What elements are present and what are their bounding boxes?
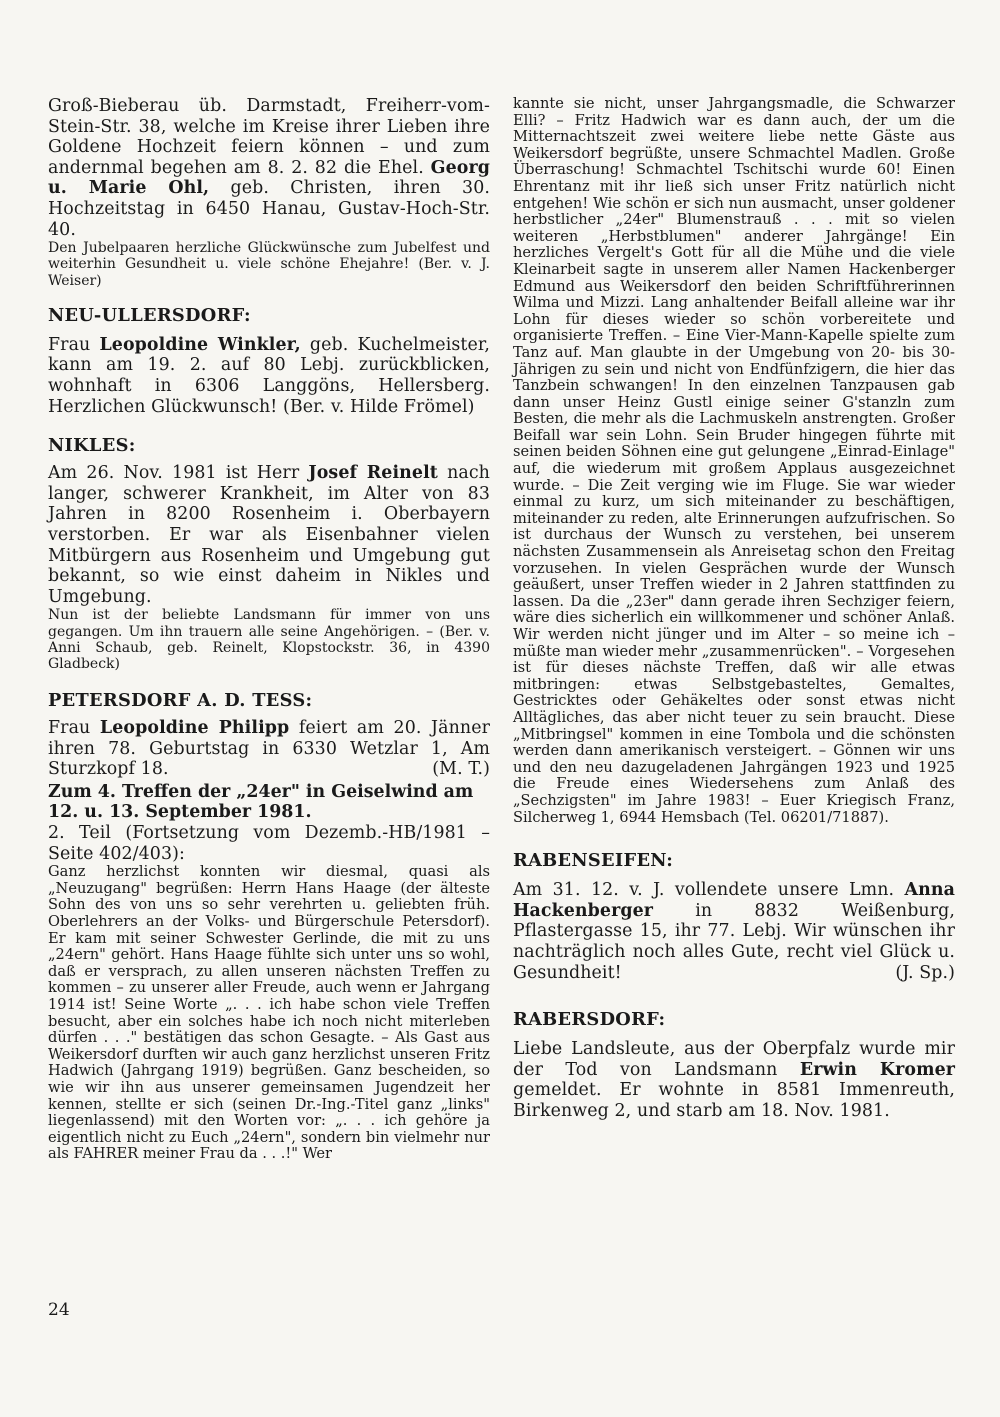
raben-text-1: Am 31. 12. v. J. vollendete unsere Lmn. bbox=[513, 880, 905, 901]
nikles-name: Josef Reinelt bbox=[308, 463, 438, 484]
peters-text-2: feiert am 20. Jänner ihren 78. Geburtstag in 6330 Wetzlar 1, Am Sturzkopf 18. bbox=[48, 718, 490, 780]
neu-text-1: Frau bbox=[48, 334, 100, 355]
nikles-text-2: nach langer, schwerer Krankheit, im Alter von 83 Jahren in 8200 Rosenheim i. Oberbayern verstorben. Er war als Eisenbahner vielen Mitbürgern aus Rosenheim und Umgebung gut bekannt, so wie einst daheim in Nikles und Umgebung. bbox=[48, 463, 490, 607]
rabers-text-2: gemeldet. Er wohnte in 8581 Immenreuth, Birkenweg 2, und starb am 18. Nov. 1981. bbox=[513, 1080, 955, 1121]
treffen-paragraph: Ganz herzlichst konnten wir diesmal, quasi als „Neuzugang" begrüßen: Herrn Hans Haage (der älteste Sohn des von uns so sehr verehrten u. geliebten früh. Oberlehrers an der Volks- und Bürgerschule Petersdorf). Er kam mit seiner Schwester Gerlinde, die mit zu uns „24ern" gehört. Hans Haage fühlte sich unter uns so wohl, daß er versprach, zu allen unseren nächsten Treffen zu kommen – zu unserer aller Freude, auch wenn er Jahrgang 1914 ist! Seine Worte „. . . ich habe schon viele Treffen besucht, aber ein solches habe ich noch nicht miterleben dürfen . . ." bestätigen das schon Gesagte. – Als Gast aus Weikersdorf durften wir auch ganz herzlichst unseren Fritz Hadwich (Jahrgang 1919) begrüßen. Ganz bescheiden, so wie wir ihn aus unserer gemeinsamen Jugendzeit her kennen, stellte er sich (seinen Dr.-Ing.-Titel ganz „links" liegenlassend) mit den Worten vor: „. . . ich gehöre ja eigentlich nicht zu Euch „24ern", sondern bin vielmehr nur als FAHRER meiner Frau da . . .!" Wer bbox=[48, 863, 490, 1163]
raben-signature: (J. Sp.) bbox=[895, 962, 955, 983]
nikles-text-1: Am 26. Nov. 1981 ist Herr bbox=[48, 463, 309, 484]
treffen-subheading: 2. Teil (Fortsetzung vom Dezemb.-HB/1981 – Seite 402/403): bbox=[48, 823, 490, 864]
intro-names: Georg u. Marie Ohl, bbox=[48, 157, 490, 199]
intro-paragraph bbox=[48, 96, 490, 240]
petersdorf-paragraph bbox=[48, 718, 490, 780]
rabersdorf-paragraph bbox=[513, 1039, 955, 1121]
right-column bbox=[513, 96, 955, 1121]
rabers-text-1: Liebe Landsleute, aus der Oberpfalz wurde mir der Tod von Landsmann bbox=[513, 1039, 955, 1080]
nikles-small-paragraph: Nun ist der beliebte Landsmann für immer von uns gegangen. Um ihn trauern alle seine Angehörigen. – (Ber. v. Anni Schaub, geb. Reinelt, Klopstockstr. 36, in 4390 Gladbeck) bbox=[48, 607, 490, 672]
heading-petersdorf: PETERSDORF A. D. TESS: bbox=[48, 690, 313, 712]
peters-name: Leopoldine Philipp bbox=[99, 718, 290, 739]
heading-rabersdorf: RABERSDORF: bbox=[513, 1009, 666, 1031]
neu-text-2: geb. Kuchelmeister, kann am 19. 2. auf 80 Lebj. zurückblicken, wohnhaft in 6306 Langgöns, Hellersberg. Herzlichen Glückwunsch! (Ber. v. Hilde Frömel) bbox=[48, 334, 490, 417]
intro-text-2: geb. Christen, ihren 30. Hochzeitstag in 6450 Hanau, Gustav-Hoch-Str. 40. bbox=[48, 178, 490, 240]
heading-rabenseifen: RABENSEIFEN: bbox=[513, 850, 674, 872]
intro-text-1: Groß-Bieberau üb. Darmstadt, Freiherr-vom-Stein-Str. 38, welche im Kreise ihrer Lieben ihre Goldene Hochzeit feiern können – und zum andernmal begehen am 8. 2. 82 die Ehel. bbox=[48, 96, 490, 178]
rabenseifen-paragraph bbox=[513, 880, 955, 983]
intro-small-paragraph: Den Jubelpaaren herzliche Glückwünsche zum Jubelfest und weiterhin Gesundheit u. viele schöne Ehejahre! (Ber. v. J. Weiser) bbox=[48, 240, 490, 289]
peters-signature: (M. T.) bbox=[432, 759, 490, 780]
heading-nikles: NIKLES: bbox=[48, 435, 136, 457]
page-number: 24 bbox=[48, 1300, 70, 1320]
neu-name: Leopoldine Winkler, bbox=[99, 334, 301, 355]
treffen-continuation-paragraph: kannte sie nicht, unser Jahrgangsmadle, die Schwarzer Elli? – Fritz Hadwich war es dann auch, der um die Mitternachtszeit zwei weitere liebe nette Gäste aus Weikersdorf begrüßte, unsere Schmachtel Madlen. Große Überraschung! Schmachtel Tschitschi wurde 60! Einen Ehrentanz mit ihr ließ sich unser Fritz natürlich nicht entgehen! Wie schön er sich nun ausmacht, unser goldener herbstlicher „24er" Blumenstrauß . . . mit so vielen weiteren „Herbstblumen" anderer Jahrgänge! Ein herzliches Vergelt's Gott für all die Mühe und die viele Kleinarbeit sagte in unserem aller Namen Hackenberger Edmund aus Weikersdorf den beiden Schriftführerinnen Wilma und Mizzi. Lang anhaltender Beifall alleine war ihr Lohn für dieses wieder so schön vorbereitete und organisierte Treffen. – Eine Vier-Mann-Kapelle spielte zum Tanz auf. Man glaubte in der Umgebung von 20- bis 30-Jährigen zu sein und nicht von Endfünfzigern, die hier das Tanzbein schwangen! In den einzelnen Tanzpausen gab dann unser Heinz Gustl einige seiner G'stanzln zum Besten, die mehr als die Lachmuskeln anstrengten. Großer Beifall war sein Lohn. Sein Bruder hingegen führte mit seinen beiden Söhnen eine gut gelungene „Einrad-Einlage" auf, die wiederum mit großem Applaus ausgezeichnet wurde. – Die Zeit verging wie im Fluge. Sie war wieder einmal zu kurz, um sich miteinander zu beschäftigen, miteinander zu reden, alte Erinnerungen aufzufrischen. So ist durchaus der Wunsch zu verstehen, bei unserem nächsten Zusammensein als Anreisetag schon den Freitag vorzusehen. In vielen Gesprächen wurde der Wunsch geäußert, unser Treffen wieder in 2 Jahren stattfinden zu lassen. Da die „23er" dann gerade ihren Sechziger feiern, wäre dies sicherlich ein willkommener und schöner Anlaß. Wir werden nicht jünger und im Alter – so meine ich – müßte man wieder mehr „zusammenrücken". – Vorgesehen ist für dieses nächste Treffen, daß wir alle etwas mitbringen: etwas Selbstgebasteltes, Gemaltes, Gestricktes oder Gehäkeltes oder sonst etwas nicht Alltägliches, das aber nicht teuer zu sein braucht. Diese „Mitbringsel" kommen in eine Tombola und die schönsten werden dann amerikanisch versteigert. – Gönnen wir uns und den neu dazugeladenen Jahrgängen 1923 und 1925 die Freude eines Wiedersehens zum Anlaß des „Sechzigsten" im Jahre 1983! – Euer Kriegisch Franz, Silcherweg 1, 6944 Hemsbach (Tel. 06201/71887). bbox=[513, 95, 955, 826]
raben-text-2: in 8832 Weißenburg, Pflastergasse 15, ihr 77. Lebj. Wir wünschen ihr nachträglich noch alles Gute, recht viel Glück u. Gesundheit! bbox=[513, 900, 955, 983]
peters-text-1: Frau bbox=[48, 718, 100, 739]
neu-ullersdorf-paragraph bbox=[48, 335, 490, 417]
nikles-paragraph bbox=[48, 463, 490, 607]
heading-neu-ullersdorf: NEU-ULLERSDORF: bbox=[48, 304, 251, 326]
raben-name: Anna Hackenberger bbox=[513, 880, 955, 921]
heading-treffen: Zum 4. Treffen der „24er" in Geiselwind am 12. u. 13. September 1981. bbox=[48, 781, 474, 823]
left-column bbox=[48, 96, 490, 1163]
rabers-name: Erwin Kromer bbox=[799, 1059, 955, 1080]
